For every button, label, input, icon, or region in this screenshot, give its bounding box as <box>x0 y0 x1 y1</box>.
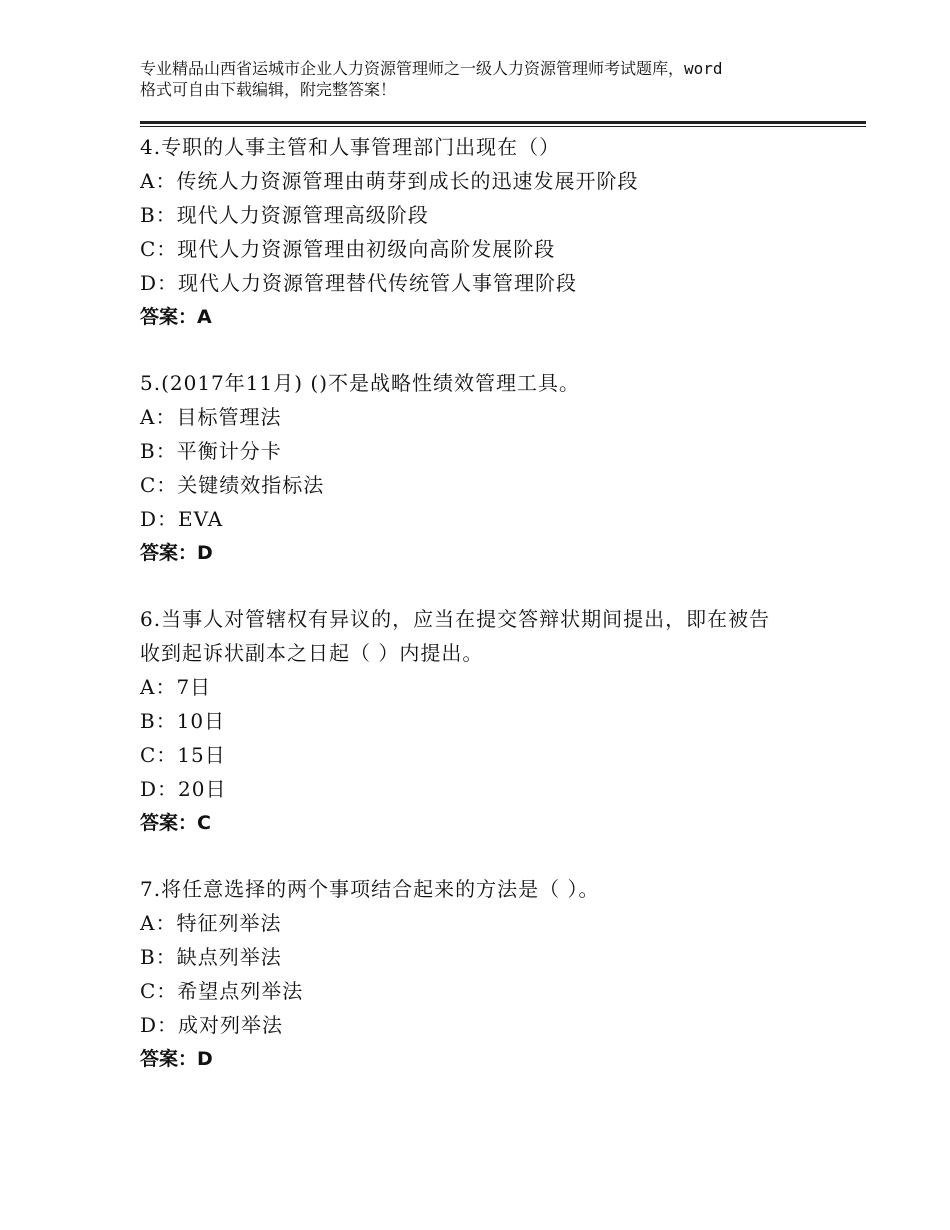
question-text: 7.将任意选择的两个事项结合起来的方法是（ ）。 <box>140 877 600 901</box>
answer-label: 答案：D <box>140 542 213 564</box>
option-a: A：特征列举法 <box>140 911 282 935</box>
option-c: C：15日 <box>140 743 226 767</box>
option-b: B：平衡计分卡 <box>140 439 282 463</box>
question-6 <box>140 602 840 840</box>
question-4 <box>140 130 840 334</box>
question-text: 5.(2017年11月) ()不是战略性绩效管理工具。 <box>140 371 580 395</box>
option-c: C：希望点列举法 <box>140 979 304 1003</box>
question-text-line-1: 6.当事人对管辖权有异议的，应当在提交答辩状期间提出，即在被告 <box>140 607 771 631</box>
option-b: B：缺点列举法 <box>140 945 282 969</box>
option-d: D：EVA <box>140 507 224 531</box>
question-7 <box>140 872 840 1076</box>
answer-label: 答案：D <box>140 1048 213 1070</box>
option-c: C：关键绩效指标法 <box>140 473 325 497</box>
answer-label: 答案：A <box>140 306 212 328</box>
header-line-1: 专业精品山西省运城市企业人力资源管理师之一级人力资源管理师考试题库，word <box>140 59 723 78</box>
option-c: C：现代人力资源管理由初级向高阶发展阶段 <box>140 237 556 261</box>
option-a: A：传统人力资源管理由萌芽到成长的迅速发展开阶段 <box>140 169 639 193</box>
option-d: D：20日 <box>140 777 227 801</box>
option-b: B：现代人力资源管理高级阶段 <box>140 203 429 227</box>
answer-label: 答案：C <box>140 812 211 834</box>
header-divider-thick <box>140 121 866 124</box>
document-header <box>140 58 840 100</box>
header-divider-thin <box>140 126 866 127</box>
option-d: D：现代人力资源管理替代传统管人事管理阶段 <box>140 271 578 295</box>
question-list <box>140 130 840 1108</box>
question-text: 4.专职的人事主管和人事管理部门出现在（） <box>140 135 561 159</box>
option-d: D：成对列举法 <box>140 1013 284 1037</box>
header-line-2: 格式可自由下载编辑，附完整答案！ <box>140 80 397 99</box>
question-5 <box>140 366 840 570</box>
option-a: A：7日 <box>140 675 212 699</box>
option-b: B：10日 <box>140 709 226 733</box>
question-text-line-2: 收到起诉状副本之日起（ ）内提出。 <box>140 641 484 665</box>
option-a: A：目标管理法 <box>140 405 282 429</box>
